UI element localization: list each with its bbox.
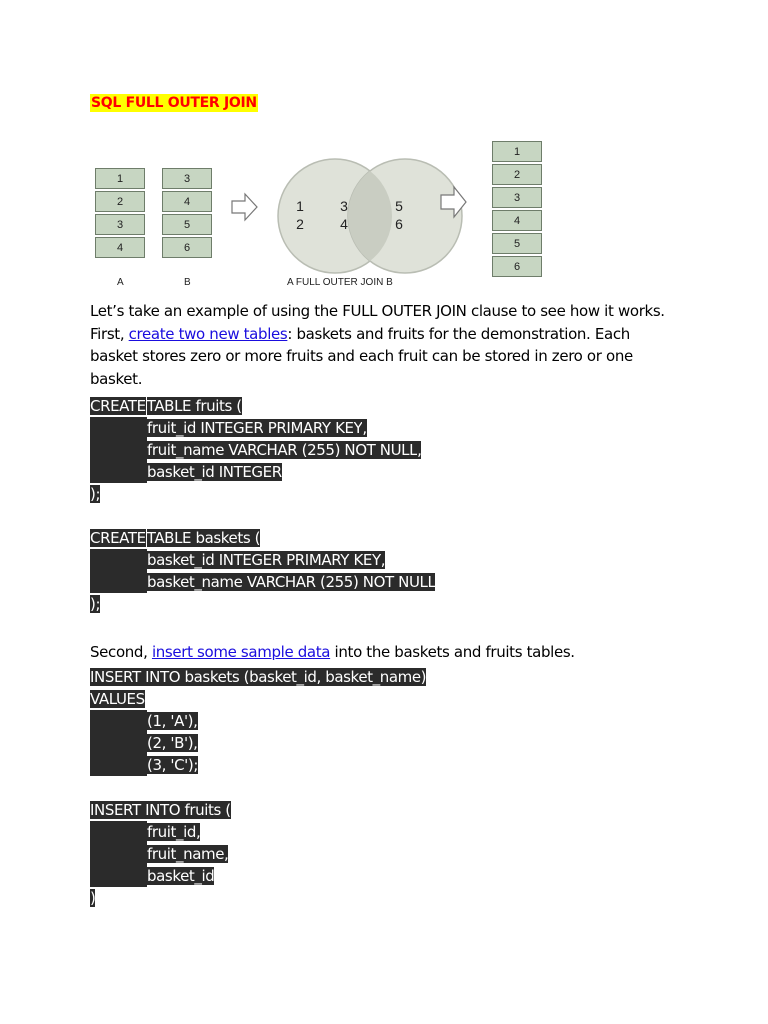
code-line [90,732,426,754]
intro-text: First, [90,324,129,343]
code-text: ( [147,734,153,752]
code-text: basket_id [147,867,215,885]
code-keyword: KEY [335,419,363,437]
code-text: , [161,756,171,774]
set-a-label: A [117,277,124,288]
code-text: basket_id [147,551,219,569]
result-cell: 1 [492,141,542,162]
code-keyword: INSERT INTO [90,801,181,819]
code-text: fruit_name [147,441,229,459]
code-text: fruits ( [191,397,242,415]
code-text: baskets (basket_id, basket_name) [180,668,427,686]
code-indent [90,821,147,843]
code-number: 2 [152,734,162,752]
code-type: VARCHAR [228,441,298,459]
page-title: SQL FULL OUTER JOIN [91,95,257,111]
code-text: , [362,419,367,437]
code-text: ), [187,712,198,730]
right-arrow-icon [231,192,259,222]
code-text: fruits ( [180,801,231,819]
venn-caption: A FULL OUTER JOIN B [287,277,393,288]
code-text: PRIMARY [263,419,336,437]
code-line [90,395,421,417]
code-text: , [380,551,386,569]
venn-right-text: 5 6 [395,198,403,232]
code-keyword: CREATE [90,529,146,547]
code-line [90,666,426,688]
insert-data-link[interactable]: insert some sample data [151,643,331,661]
right-arrow-icon [440,185,468,219]
code-indent [90,865,147,887]
code-indent [90,732,147,754]
venn-left-values [290,197,310,233]
code-line [90,483,421,505]
intro-line-1: Let’s take an example of using the FULL OUTER JOIN clause to see how it works. [90,302,665,320]
code-text: basket_name [147,573,247,591]
code-line [90,461,421,483]
create-tables-link[interactable]: create two new tables [128,324,288,343]
code-keyword: TABLE [146,397,192,415]
code-keyword: NOT NULL [362,573,436,591]
code-text: fruit_id, [147,823,201,841]
code-text: ( [297,441,308,459]
code-string: 'A' [170,712,188,730]
code-indent [90,571,147,593]
code-keyword: KEY [353,551,381,569]
code-line [90,417,421,439]
code-line [90,865,231,887]
code-text: basket_id [147,463,219,481]
code-text: ); [90,485,101,503]
code-text: baskets ( [191,529,261,547]
intro-line-2 [90,323,680,346]
code-line [90,593,435,615]
set-b-label: B [184,277,191,288]
result-cell: 4 [492,210,542,231]
code-text: ( [147,756,153,774]
venn-right-values [389,197,409,233]
result-cell: 5 [492,233,542,254]
insert-line [90,641,680,664]
set-a-cell: 1 [95,168,145,189]
result-cell: 3 [492,187,542,208]
code-keyword: NOT NULL [344,441,418,459]
code-insert-baskets [90,666,426,776]
code-number: 255 [307,441,335,459]
code-line [90,527,435,549]
code-number: 1 [152,712,162,730]
code-text: ); [90,595,101,613]
code-indent [90,417,147,439]
code-type: VARCHAR [246,573,316,591]
set-b-cell: 5 [162,214,212,235]
set-b-stack [162,168,212,260]
code-line [90,843,231,865]
code-keyword: INSERT INTO [90,668,181,686]
insert-text: Second, [90,643,152,661]
code-indent [90,439,147,461]
result-cell: 2 [492,164,542,185]
code-line [90,887,231,909]
set-a-cell: 3 [95,214,145,235]
insert-paragraph [90,641,680,664]
code-text: fruit_id [147,419,201,437]
intro-text: : baskets and fruits for the demonstration. Each [287,324,630,343]
code-line [90,710,426,732]
code-indent [90,461,147,483]
code-indent [90,549,147,571]
result-cell: 6 [492,256,542,277]
code-text: ) [90,889,96,907]
code-indent [90,710,147,732]
code-text: ); [187,756,198,774]
code-line [90,821,231,843]
code-string: 'B' [170,734,188,752]
code-text: ( [147,712,153,730]
code-text: ( [315,573,326,591]
code-keyword: CREATE [90,397,146,415]
code-indent [90,843,147,865]
code-keyword: TABLE [146,529,192,547]
code-text: , [161,712,171,730]
code-line [90,549,435,571]
venn-middle-values [334,197,354,233]
code-text: ) [352,573,363,591]
code-insert-fruits [90,799,231,909]
set-b-cell: 4 [162,191,212,212]
code-create-fruits [90,395,421,505]
set-a-cell: 2 [95,191,145,212]
code-line [90,439,421,461]
code-line [90,799,231,821]
set-b-cell: 3 [162,168,212,189]
document-page [90,92,690,112]
code-text: , [161,734,171,752]
code-type: INTEGER [218,551,282,569]
intro-paragraph [90,300,680,390]
code-text: ), [187,734,198,752]
insert-text: into the baskets and fruits tables. [330,643,575,661]
code-number: 255 [325,573,353,591]
intro-line-3: basket stores zero or more fruits and each fruit can be stored in zero or one [90,347,633,365]
set-b-cell: 6 [162,237,212,258]
intro-line-4: basket. [90,369,143,388]
code-line [90,688,426,710]
code-text: PRIMARY [281,551,354,569]
full-outer-join-figure [90,138,560,288]
venn-left-text: 1 2 [296,198,304,232]
code-text: fruit_name, [147,845,229,863]
code-type: INTEGER [218,463,282,481]
code-text: ) [334,441,345,459]
venn-middle-text: 3 4 [340,198,348,232]
code-indent [90,754,147,776]
code-type: INTEGER [200,419,264,437]
code-create-baskets [90,527,435,615]
result-stack [492,141,542,279]
code-number: 3 [152,756,162,774]
code-string: 'C' [170,756,188,774]
code-line [90,754,426,776]
code-text: , [417,441,422,459]
code-keyword: VALUES [90,690,145,708]
code-line [90,571,435,593]
set-a-cell: 4 [95,237,145,258]
set-a-stack [95,168,145,260]
